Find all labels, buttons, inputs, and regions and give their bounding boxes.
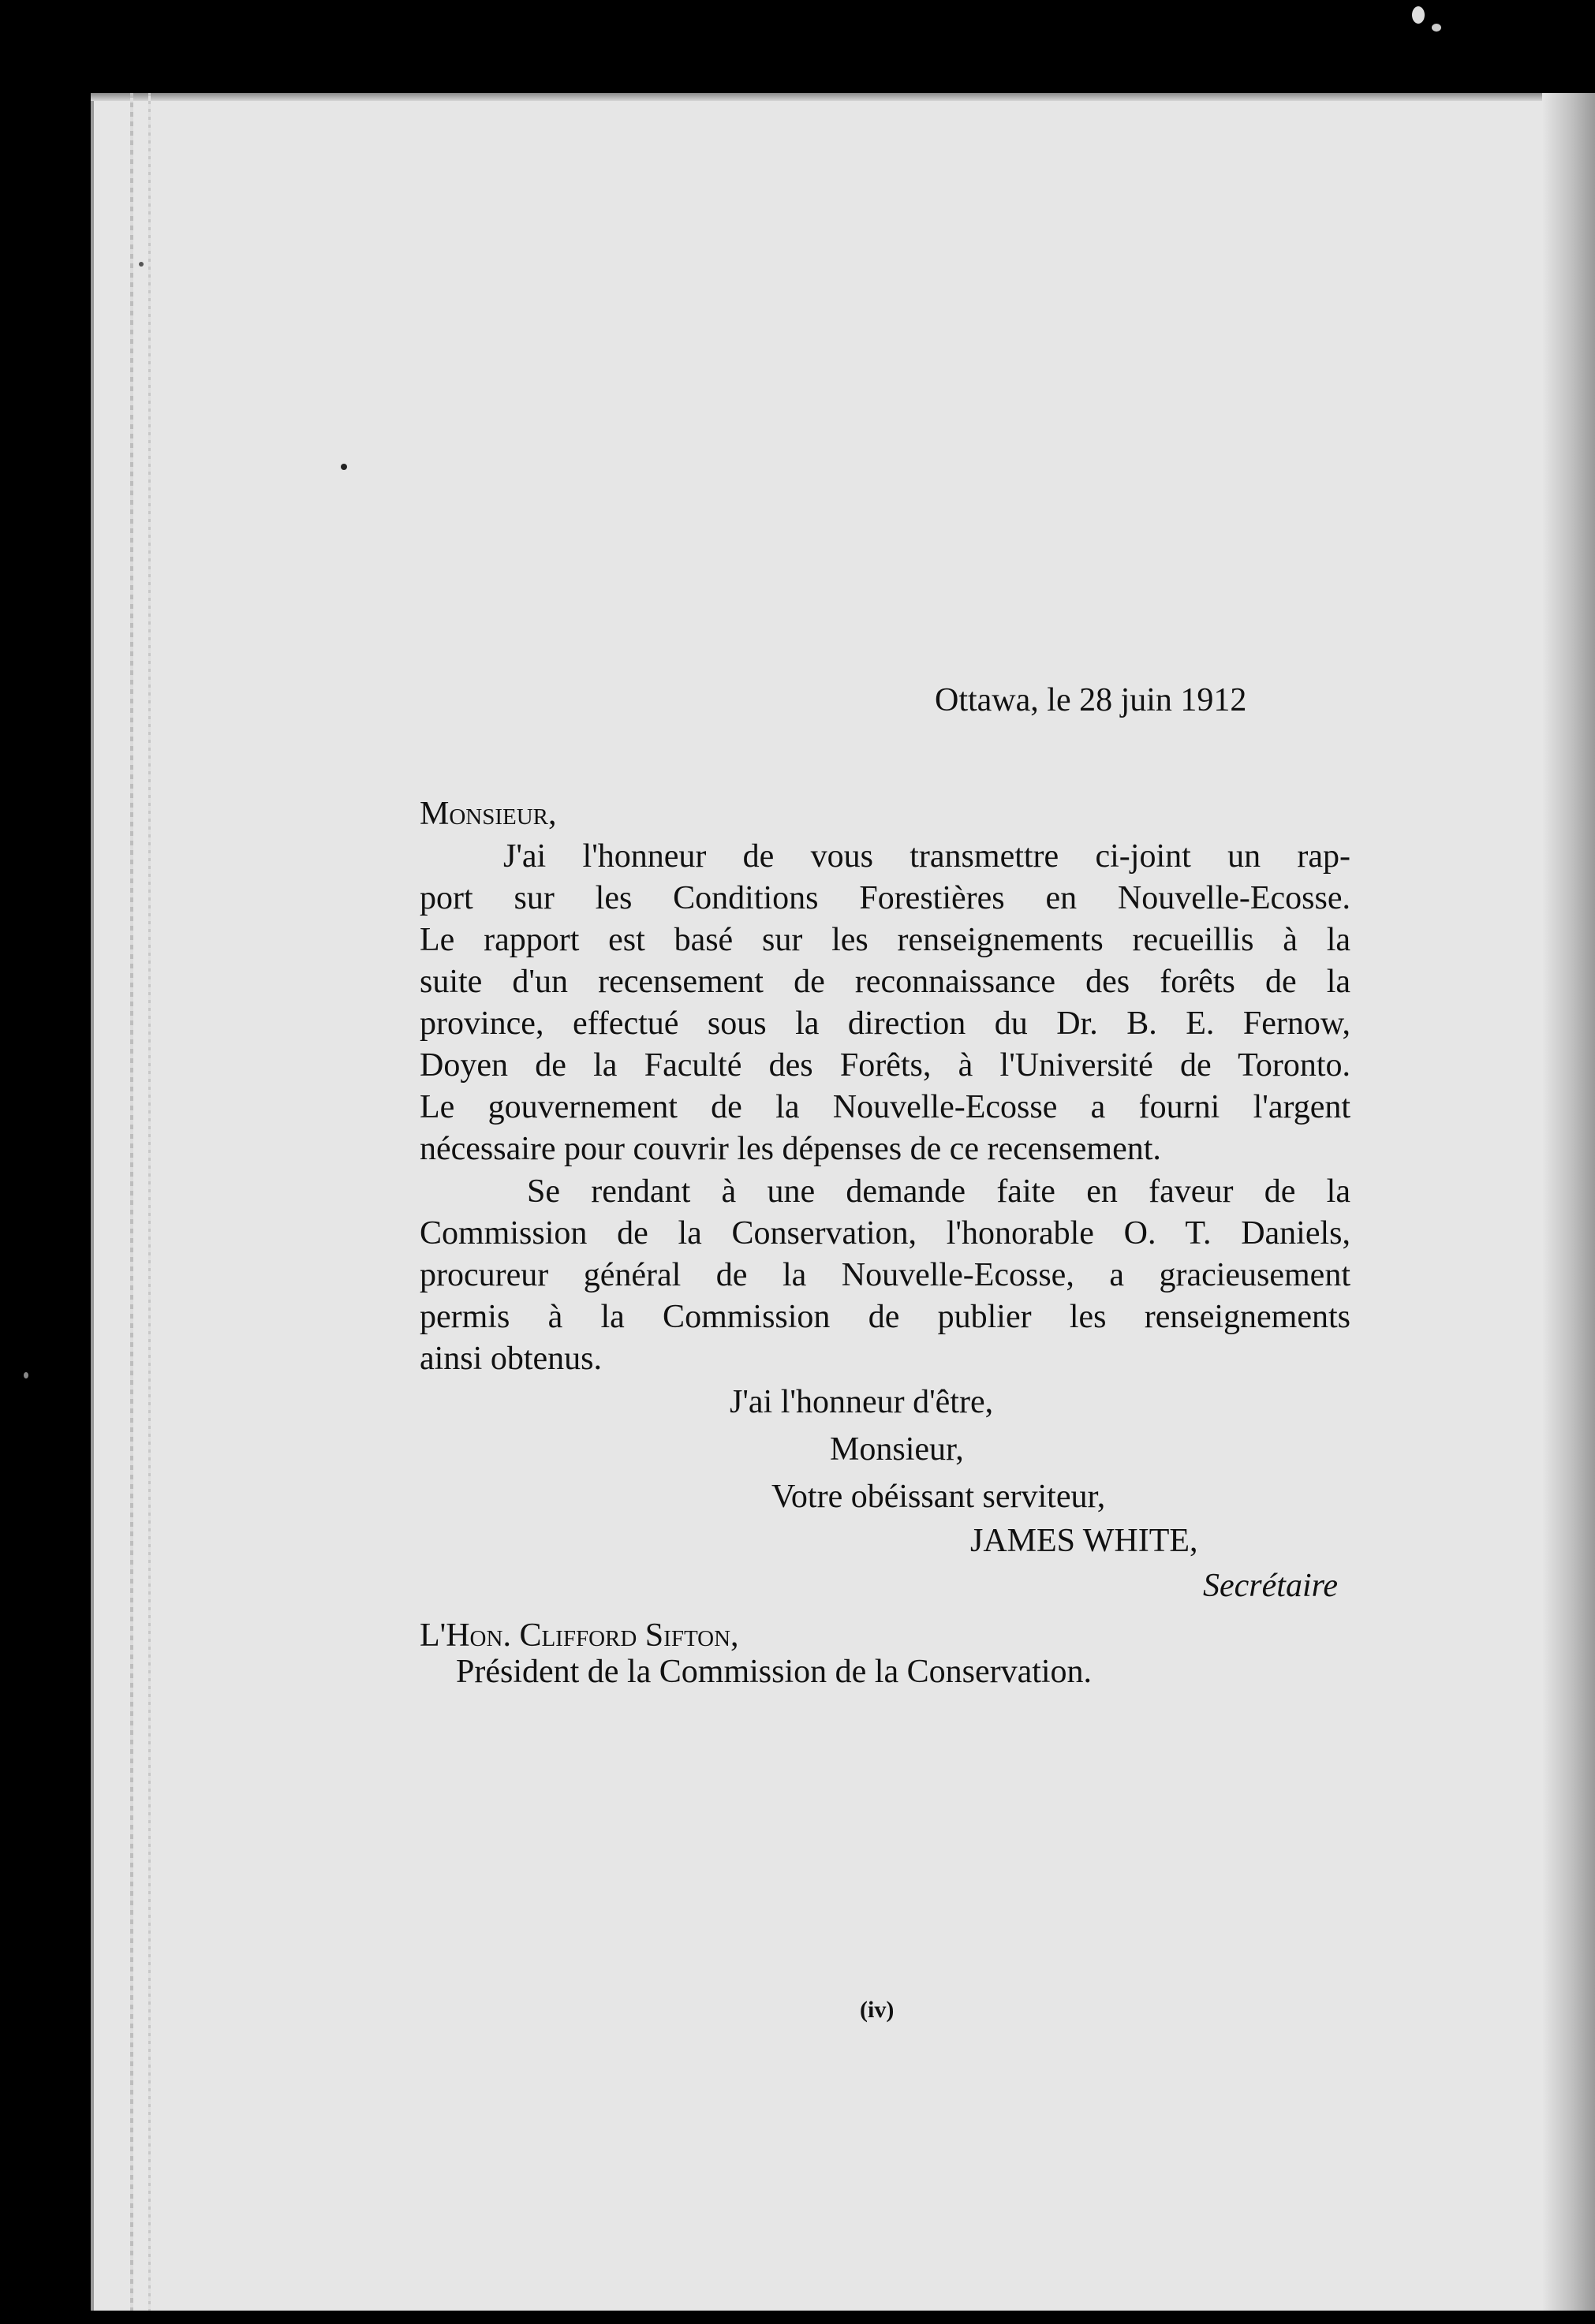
paragraph-1-line: province, effectué sous la direction du Dr. B. E. Fernow,: [420, 1005, 1350, 1042]
page-top-edge: [91, 93, 1595, 101]
signature-title: Secrétaire: [1203, 1568, 1339, 1604]
paragraph-1-line: Doyen de la Faculté des Forêts, à l'Université de Toronto.: [420, 1047, 1350, 1084]
page-number: (iv): [860, 1997, 895, 2023]
paragraph-2-line: Se rendant à une demande faite en faveur de la: [527, 1173, 1350, 1210]
dust-speck: [1412, 6, 1425, 24]
recipient-title: Président de la Commission de la Conservation.: [456, 1654, 1093, 1690]
paragraph-1-line: nécessaire pour couvrir les dépenses de ce recensement.: [420, 1131, 1161, 1167]
dust-speck: [24, 1372, 28, 1378]
paragraph-2-line: ainsi obtenus.: [420, 1341, 602, 1377]
paragraph-1-line: J'ai l'honneur de vous transmettre ci-joint un rap-: [503, 838, 1350, 875]
dust-speck: [139, 262, 144, 267]
closing-line-2: Monsieur,: [830, 1431, 964, 1468]
paragraph-2: [420, 1171, 1350, 1380]
paragraph-1-line: Le gouvernement de la Nouvelle-Ecosse a fourni l'argent: [420, 1089, 1350, 1125]
paragraph-1-line: Le rapport est basé sur les renseignements recueillis à la: [420, 922, 1350, 958]
paragraph-1-line: port sur les Conditions Forestières en Nouvelle-Ecosse.: [420, 880, 1350, 916]
signature: JAMES WHITE,: [970, 1523, 1198, 1559]
paragraph-1: [420, 836, 1350, 1170]
page-left-edge: [130, 93, 133, 2311]
closing-line-3: Votre obéissant serviteur,: [771, 1479, 1106, 1515]
dust-speck: [1432, 24, 1441, 32]
salutation: Monsieur,: [420, 796, 557, 832]
paragraph-1-line: suite d'un recensement de reconnaissance des forêts de la: [420, 964, 1350, 1000]
page-left-edge-inner: [148, 93, 151, 2311]
paragraph-2-line: Commission de la Conservation, l'honorable O. T. Daniels,: [420, 1215, 1350, 1252]
paragraph-2-line: permis à la Commission de publier les renseignements: [420, 1299, 1350, 1335]
dust-speck: [341, 464, 347, 470]
page-right-shadow: [1542, 93, 1595, 2311]
paragraph-2-line: procureur général de la Nouvelle-Ecosse, a gracieusement: [420, 1257, 1350, 1293]
recipient-name: L'Hon. Clifford Sifton,: [420, 1617, 739, 1654]
closing-line-1: J'ai l'honneur d'être,: [730, 1384, 994, 1420]
dateline: Ottawa, le 28 juin 1912: [935, 682, 1247, 718]
